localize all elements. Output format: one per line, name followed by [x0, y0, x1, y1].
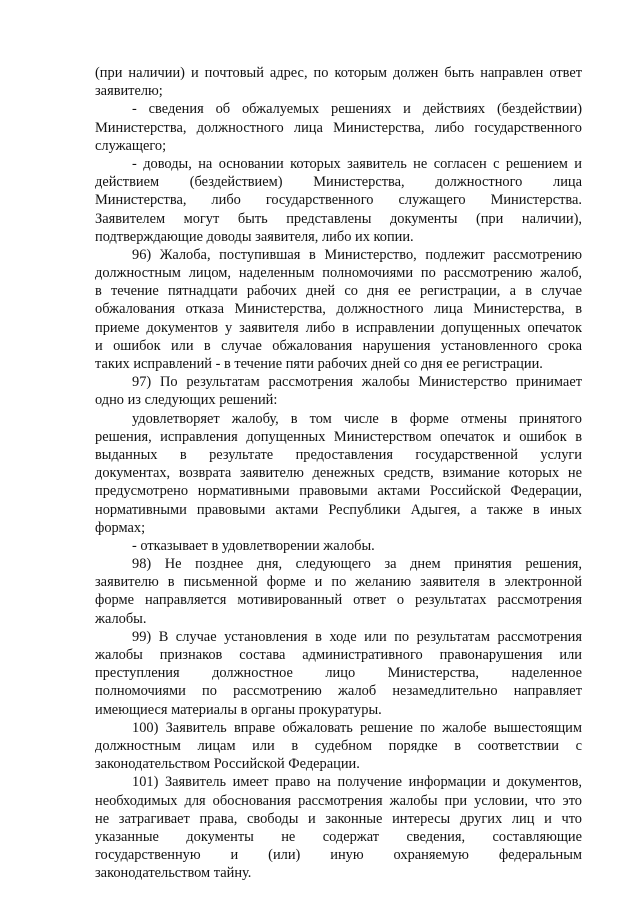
list-item-line: - отказывает в удовлетворении жалобы. — [132, 537, 375, 554]
text-line: должностным лицам или в судебном порядке в соответствии с — [95, 737, 582, 754]
paragraph-101-start: 101) Заявитель имеет право на получение информации и документов, — [132, 774, 582, 791]
text-line: жалобы. — [95, 610, 147, 627]
list-item-line: - доводы, на основании которых заявитель не согласен с решением и — [132, 155, 582, 172]
text-line: форме направляется мотивированный ответ о результатах рассмотрения — [95, 592, 582, 609]
text-line: одно из следующих решений: — [95, 392, 278, 409]
text-line: решения, исправления допущенных Министерством опечаток и ошибок в — [95, 428, 582, 445]
text-line: формах; — [95, 519, 146, 536]
text-line: служащего; — [95, 137, 167, 154]
paragraph-100-start: 100) Заявитель вправе обжаловать решение по жалобе вышестоящим — [132, 719, 582, 736]
text-line: заявителю в письменной форме и по желанию заявителя в электронной — [95, 574, 582, 591]
text-line: (при наличии) и почтовый адрес, по которым должен быть направлен ответ — [95, 65, 582, 81]
document-body — [95, 64, 582, 882]
text-line: не затрагивает права, свободы и законные интересы других лиц и что — [95, 810, 582, 827]
text-line: таких исправлений - в течение пяти рабочих дней со дня ее регистрации. — [95, 356, 543, 372]
text-line: должностным лицом, наделенным полномочиями по рассмотрению жалоб, — [95, 265, 582, 282]
text-line: выданных в результате предоставления государственной услуги — [95, 446, 582, 463]
text-line: преступления должностное лицо Министерства, наделенное — [95, 665, 582, 682]
text-line: действием (бездействием) Министерства, должностного лица — [95, 174, 582, 191]
text-line: и ошибок или в случае обжалования нарушения установленного срока — [95, 337, 582, 354]
paragraph-97-start: 97) По результатам рассмотрения жалобы Министерство принимает — [132, 374, 582, 391]
text-line: подтверждающие доводы заявителя, либо их копии. — [95, 228, 414, 245]
text-line: Заявителем могут быть представлены документы (при наличии), — [95, 210, 582, 227]
paragraph-98-start: 98) Не позднее дня, следующего за днем принятия решения, — [132, 556, 582, 573]
text-line: нормативными правовыми актами Республики Адыгея, а также в иных — [95, 501, 582, 518]
list-item-line: - сведения об обжалуемых решениях и действиях (бездействии) — [132, 101, 582, 118]
text-line: заявителю; — [95, 83, 163, 100]
text-line: имеющиеся материалы в органы прокуратуры. — [95, 701, 382, 718]
list-item-line: удовлетворяет жалобу, в том числе в форме отмены принятого — [132, 410, 582, 427]
text-line: государственную и (или) иную охраняемую федеральным — [95, 847, 582, 864]
text-line: документах, возврата заявителю денежных средств, взимание которых не — [95, 465, 582, 482]
text-line: указанные документы не содержат сведения, составляющие — [95, 828, 582, 845]
text-line: приеме документов у заявителя либо в исправлении допущенных опечаток — [95, 319, 582, 336]
paragraph-96-start: 96) Жалоба, поступившая в Министерство, подлежит рассмотрению — [132, 246, 582, 263]
text-line: обжалования отказа Министерства, должностного лица Министерства, в — [95, 301, 582, 318]
text-line: законодательством Российской Федерации. — [95, 756, 360, 773]
text-line: предусмотрено нормативными правовыми актами Российской Федерации, — [95, 483, 582, 500]
text-line: полномочиями по рассмотрению жалоб незамедлительно направляет — [95, 683, 582, 700]
paragraph-99-start: 99) В случае установления в ходе или по результатам рассмотрения — [132, 628, 582, 645]
text-line: в течение пятнадцати рабочих дней со дня ее регистрации, а в случае — [95, 283, 582, 300]
text-line: Министерства, должностного лица Министерства, либо государственного — [95, 119, 582, 136]
text-line: жалобы признаков состава административного правонарушения или — [95, 647, 582, 663]
text-line: необходимых для обоснования рассмотрения жалобы при условии, что это — [95, 792, 582, 809]
text-line: законодательством тайну. — [95, 865, 252, 882]
text-line: Министерства, либо государственного служащего Министерства. — [95, 192, 582, 209]
